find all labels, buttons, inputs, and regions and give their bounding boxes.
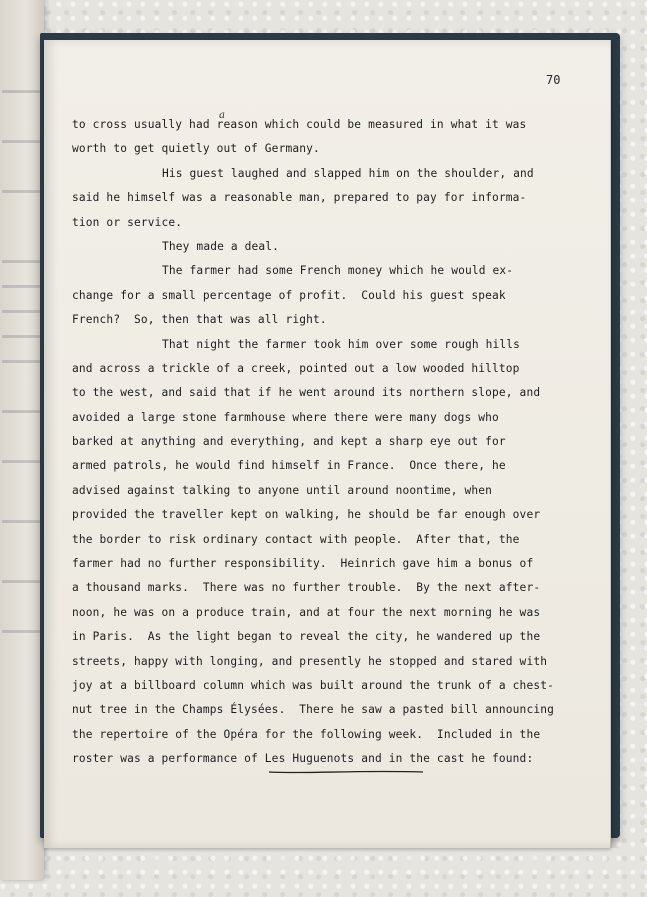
text-line: tion or service. — [72, 215, 183, 229]
ghost-text-line — [2, 310, 40, 313]
ghost-text-line — [2, 90, 40, 93]
ghost-text-line — [2, 335, 40, 338]
text-line: to cross usually had reason which could be measured in what it was — [72, 118, 527, 131]
ghost-text-line — [2, 580, 40, 583]
page-number: 70 — [546, 73, 561, 87]
text-line: joy at a billboard column which was built around the trunk of a chest- — [72, 678, 554, 692]
text-line: the border to risk ordinary contact with people. After that, the — [72, 532, 520, 546]
text-line: roster was a performance of Les Huguenots and in the cast he found: — [72, 747, 582, 771]
underline-stroke — [269, 772, 423, 773]
ghost-text-line — [2, 360, 40, 363]
handwritten-underline — [267, 769, 425, 775]
ghost-text-line — [2, 520, 40, 523]
ghost-text-line — [2, 410, 40, 413]
text-line: said he himself was a reasonable man, prepared to pay for informa- — [72, 191, 527, 205]
text-line: in Paris. As the light began to reveal the city, he wandered up the — [72, 630, 541, 644]
handwritten-insertion: a — [219, 110, 226, 121]
text-line: streets, happy with longing, and presently he stopped and stared with — [72, 654, 548, 668]
text-line: That night the farmer took him over some rough hills — [162, 337, 521, 351]
ghost-text-line — [2, 285, 40, 288]
text-line: worth to get quietly out of Germany. — [72, 142, 320, 156]
ghost-text-line — [2, 190, 40, 193]
text-line: change for a small percentage of profit. Could his guest speak — [72, 288, 506, 302]
text-line: noon, he was on a produce train, and at four the next morning he was — [72, 605, 541, 619]
ghost-text-line — [2, 260, 40, 263]
ghost-text-line — [2, 140, 40, 143]
text-line: The farmer had some French money which he would ex- — [162, 264, 514, 278]
text-line: barked at anything and everything, and kept a sharp eye out for — [72, 435, 506, 449]
typed-body-text — [72, 110, 582, 772]
ghost-text-line — [2, 460, 40, 463]
text-line: advised against talking to anyone until around noontime, when — [72, 483, 493, 497]
text-line: and across a trickle of a creek, pointed out a low wooded hilltop — [72, 361, 520, 375]
text-line: armed patrols, he would find himself in France. Once there, he — [72, 459, 506, 473]
text-line: a thousand marks. There was no further trouble. By the next after- — [72, 581, 541, 595]
ghost-text-line — [2, 630, 40, 633]
text-line: to the west, and said that if he went around its northern slope, and — [72, 386, 541, 400]
text-line: farmer had no further responsibility. Heinrich gave him a bonus of — [72, 557, 534, 571]
facing-page-edge — [0, 0, 44, 880]
page-edge-shadow — [610, 40, 620, 848]
text-line: nut tree in the Champs Élysées. There he saw a pasted bill announcing — [72, 703, 554, 717]
text-line: They made a deal. — [162, 239, 280, 253]
text-line: French? So, then that was all right. — [72, 313, 327, 327]
text-line: provided the traveller kept on walking, he should be far enough over — [72, 508, 541, 522]
text-line: His guest laughed and slapped him on the shoulder, and — [162, 166, 534, 180]
text-line: avoided a large stone farmhouse where there were many dogs who — [72, 410, 499, 424]
text-line: the repertoire of the Opéra for the following week. Included in the — [72, 727, 541, 741]
